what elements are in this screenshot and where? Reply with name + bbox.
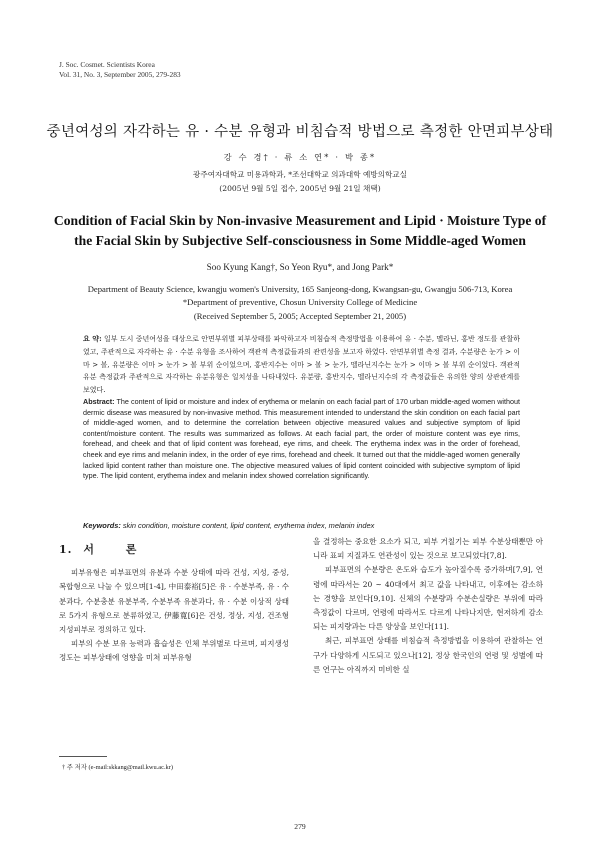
paragraph: 피부표면의 수분량은 온도와 습도가 높아질수록 증가하며[7,9], 연령에 따라서는 20 ~ 40대에서 최고 값을 나타내고, 이후에는 감소하는 경향을 보인다[9,10]. 신체의 수분량과 수분손실량은 부위에 따라 측정값이 다르며, 연령에 따라서도 다르게 나타나지만, 현저하게 감소되는 피지량과는 다른 양상을 보인다[11]. [313,565,543,632]
journal-volume: Vol. 31, No. 3, September 2005, 279-283 [59,70,181,79]
korean-authors: 강 수 경† · 류 소 연* · 박 종* [223,152,377,162]
keywords-label: Keywords: [83,521,121,530]
left-column [59,543,289,666]
english-abstract-label: Abstract: [83,397,115,406]
english-affiliation-2: *Department of preventive, Chosun University College of Medicine [182,297,418,308]
paragraph: 피부의 수분 보유 능력과 흡습성은 인체 부위별로 다르며, 피지생성정도는 피부상태에 영향을 미쳐 피부유형 [59,639,289,663]
korean-affiliation: 광주여자대학교 미용과학과, *조선대학교 의과대학 예방의학교실 [193,170,407,179]
english-title-line2: the Facial Skin by Subjective Self-consciousness in Some Middle-aged Women [74,233,526,248]
english-title [40,211,560,251]
english-affiliation-1: Department of Beauty Science, kwangju women's University, 165 Sanjeong-dong, Kwangsan-gu, Gwangju 506-713, Korea [87,284,513,294]
keywords [83,521,523,530]
paragraph: 최근, 피부표면 상태를 비침습적 측정방법을 이용하여 관찰하는 연구가 다양하게 시도되고 있으나[12], 정상 한국인의 연령 및 성별에 따른 연구는 아직까지 미비한 실 [313,636,543,674]
english-abstract-text: The content of lipid or moisture and index of erythema or melanin on each facial part of 170 urban middle-aged women without dermic disease was measured by non-invasive method. This measurement intended to understand the skin condition on each facial part of middle-aged women, and to determine the correlation between objective measured values and subjective symptom of lipid content/moisture content. The results was summarized as follows. At each facial part, the order of moisture content was eye rims, forehead, and cheek and that of lipid content was forehead, eye rims, and cheek. The erythema index was in the order of forehead, cheek and eye rims and melanin index, in the order of eye rims, forehead and cheek. It turned out that the middle-aged women generally lacked lipid content rather than moisture one. The objective measured values of lipid content coincided with subjective symptom of lipid type. The lipid content, erythema index and melanin index showed correlation significantly. [83,397,520,481]
paragraph: 을 결정하는 중요한 요소가 되고, 피부 거칠기는 피부 수분상태뿐만 아니라 표피 지질과도 연관성이 있는 것으로 보고되었다[7,8]. [313,537,543,561]
keywords-text: skin condition, moisture content, lipid content, erythema index, melanin index [122,521,375,530]
section-heading [59,543,289,557]
korean-dates: (2005년 9월 5일 접수, 2005년 9월 21일 채택) [219,184,381,193]
journal-name: J. Soc. Cosmet. Scientists Korea [59,60,155,69]
korean-abstract-text: 일부 도시 중년여성을 대상으로 안면부위별 피부상태를 파악하고자 비침습적 측정방법을 이용하여 유 · 수분, 멜라닌, 홍반 정도를 관찰하였고, 주관적으로 자각하는 유 · 수분 유형을 조사하여 객관적 측정값들과의 관련성을 보고자 하였다. 안면부위별 측정 결과, 수분량은 눈가 > 이마 > 볼, 유분량은 이마 > 눈가 > 볼 부위 순이었으며, 홍반지수는 이마 > 볼 > 눈가, 멜라닌지수는 눈가 > 이마 > 볼 부위 순이었다. 객관적 유분 측정값과 주관적으로 자각하는 유분유형은 일치성을 나타내었다. 유분량, 홍반지수, 멜라닌지수의 각 측정값들은 유의한 양의 상관관계를 보였다. [83,335,521,395]
english-abstract [83,397,520,482]
english-affiliation-block [0,283,600,323]
korean-title: 중년여성의 자각하는 유 · 수분 유형과 비침습적 방법으로 측정한 안면피부상태 [46,124,554,140]
korean-abstract-label: 요 약: [83,334,102,343]
section-number: 1. [59,543,73,556]
footnote-divider [59,756,107,757]
english-authors: Soo Kyung Kang†, So Yeon Ryu*, and Jong Park* [206,262,394,272]
korean-affiliation-block [0,168,600,196]
english-dates: (Received September 5, 2005; Accepted September 21, 2005) [193,310,407,321]
section-title: 서 론 [83,543,151,556]
korean-abstract [83,333,520,397]
english-title-line1: Condition of Facial Skin by Non-invasive Measurement and Lipid · Moisture Type of [53,213,547,228]
page-number: 279 [294,822,306,831]
footnote: † 주 저자 (e-mail:skkang@mail.kwu.ac.kr) [62,764,174,771]
journal-header [59,60,181,80]
right-column [313,535,543,677]
paragraph: 피부유형은 피부표면의 유분과 수분 상태에 따라 건성, 지성, 중성, 복합형으로 나눌 수 있으며[1-4], 中田泰裕[5]은 유 · 수분부족, 유 · 수분과다, 수분충분 유분부족, 수분부족 유분과다, 유 · 수분 이상적 상태로 5가지 유형으로 분류하였고, 伊藤寛[6]은 건성, 정상, 지성, 건조형 지성피부로 정의하고 있다. [59,568,289,635]
